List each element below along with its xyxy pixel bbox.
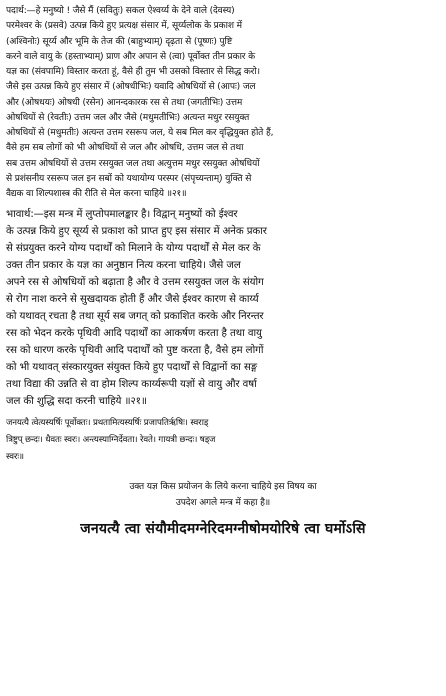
bhavartha-line: अपने रस से ओषधियों को बढ़ाता है और वे उत्तम रसयुक्त जल के संयोग [6, 277, 264, 288]
bhavartha-line: से संप्रयुक्त करने योग्य पदार्थों को मिलाने के योग्य पदार्थों से मेल कर के [6, 243, 261, 254]
padartha-line: वैद्यक वा शिल्पशास्त्र की रीति से मेल करना चाहिये ॥२१॥ [6, 189, 187, 199]
chhand-line: त्रिष्टुप् छन्दः। धैवतः स्वरः। अन्त्यस्याग्निर्देवता। रेवते। गायत्री छन्दः। षड्ज [6, 435, 216, 445]
intro-line: उक्त यज्ञ किस प्रयोजन के लिये करना चाहिये इस विषय का [129, 482, 317, 492]
bhavartha-line: तथा विद्या की उन्नति से वा होम शिल्प कार्य्यरूपी यज्ञों से वायु और वर्षा [6, 379, 257, 390]
padartha-line: करने वाले वायु के (हस्ताभ्याम्) प्राण और अपान से (त्वा) पूर्वोक्त तीन प्रकार के [6, 52, 255, 62]
bhavartha-line: को यथावत् रचता है तथा सूर्य सब जगत् को प्रकाशित करके और निरन्तर [6, 311, 264, 322]
padartha-line: यज्ञ का (संवपामि) विस्तार करता हूं, वैसे ही तुम भी उसको विस्तार से सिद्ध करो। [6, 67, 260, 77]
bhavartha-line: रस को भेदन करके पृथिवी आदि पदार्थों का आकर्षण करता है तथा वायु [6, 328, 262, 339]
chhand-line: जनयत्यै त्वेत्यस्यर्षिः पूर्वोक्तः। प्रथतामित्यस्यर्षिः प्रजापतिर्ऋषिः। स्वराड् [6, 418, 209, 428]
padartha-line: ओषधियों से (मधुमतीः) अत्यन्त उत्तम रसरूप जल, ये सब मिल कर वृद्धियुक्त होते हैं, [6, 128, 274, 138]
bhavartha-line: भावार्थ:—इस मन्त्र में लुप्तोपमालङ्कार है। विद्वान् मनुष्यों को ईश्वर [6, 209, 238, 220]
padartha-line: से प्रशंसनीय रसरूप जल इन सबों को यथायोग्य परस्पर (संपृच्यन्ताम्) युक्ति से [6, 174, 252, 184]
intro-line: उपदेश अगले मन्त्र में कहा है॥ [175, 498, 271, 508]
bhavartha-line: के उत्पन्न किये हुए सूर्य्य से प्रकाश को प्राप्त हुए इस संसार में अनेक प्रकार [6, 226, 267, 237]
padartha-line: (अश्विनोः) सूर्य्य और भूमि के तेज की (बाहुभ्याम्) दृढ़ता से (पूष्णः) पुष्टि [6, 37, 233, 47]
padartha-line: सब उत्तम ओषधियों से उत्तम रसयुक्त जल तथा अत्युत्तम मधुर रसयुक्त ओषधियों [6, 159, 260, 169]
bhavartha-line: से रोग नाश करने से सुखदायक होती हैं और जैसे ईश्वर कारण से कार्य्य [6, 294, 259, 305]
chhand-line: स्वरः॥ [6, 452, 24, 462]
bhavartha-line: जल की शुद्धि सदा करनी चाहिये ॥२१॥ [6, 396, 147, 407]
mantra-text: जनयत्यै त्वा संयौमीदमग्नेरिदमग्नीषोमयोरिषे त्वा घर्मोऽसि [80, 521, 366, 537]
bhavartha-line: उक्त तीन प्रकार के यज्ञ का अनुष्ठान नित्य करना चाहिये। जैसे जल [6, 260, 241, 271]
padartha-line: ओषधियों से (रेवतीः) उत्तम जल और जैसे (मधुमतीभिः) अत्यन्त मधुर रसयुक्त [6, 113, 250, 123]
bhavartha-line: रस को धारण करके पृथिवी आदि पदार्थों को पुष्ट करता है, वैसे हम लोगों [6, 345, 264, 356]
padartha-line: पदार्थ:—हे मनुष्यो ! जैसे मैं (सवितुः) सकल ऐश्वर्य्य के देने वाले (देवस्य) [6, 6, 235, 16]
padartha-line: और (ओषधयः) ओषधी (रसेन) आनन्दकारक रस से तथा (जगतीभिः) उत्तम [6, 98, 243, 108]
padartha-line: परमेश्वर के (प्रसवे) उत्पन्न किये हुए प्रत्यक्ष संसार में, सूर्य्यलोक के प्रकाश में [6, 21, 242, 31]
padartha-line: वैसे हम सब लोगों को भी ओषधियों से जल और ओषधि, उत्तम जल से तथा [6, 143, 244, 153]
bhavartha-line: को भी यथावत् संस्कारयुक्त संयुक्त किये हुए पदार्थों से विद्वानों का सङ्ग [6, 362, 258, 373]
padartha-line: जैसे इस उत्पन्न किये हुए संसार में (ओषधीभिः) यवादि ओषधियों से (आपः) जल [6, 82, 256, 92]
